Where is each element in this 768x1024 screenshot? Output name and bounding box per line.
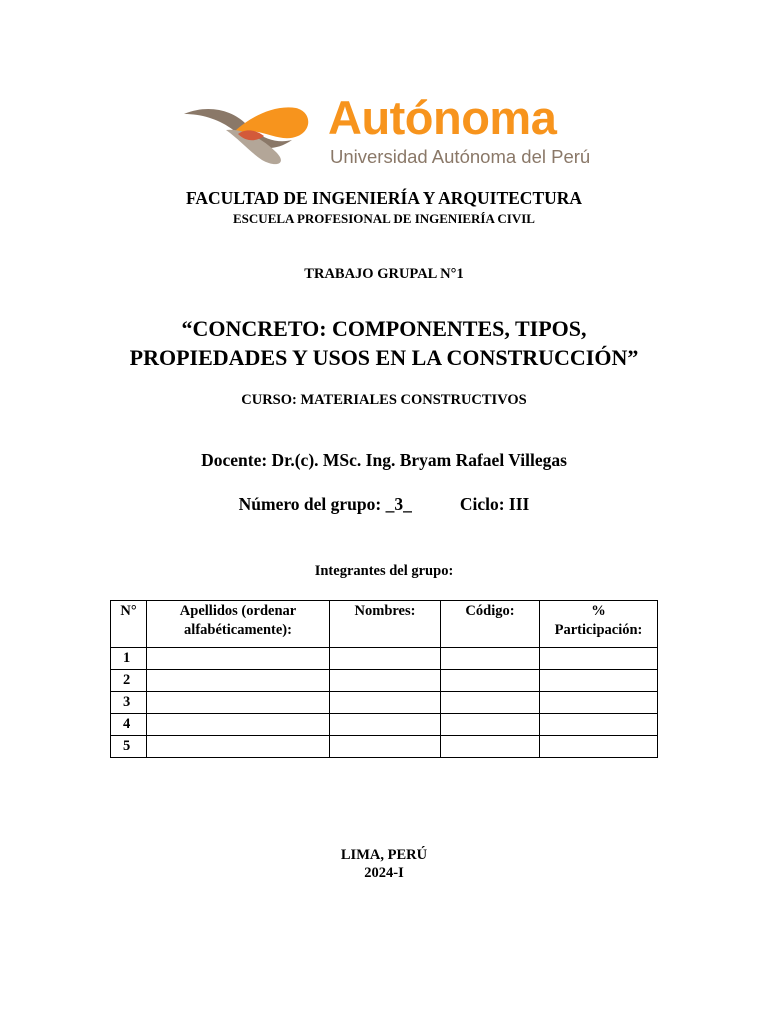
cell-names[interactable] — [330, 692, 441, 714]
members-table — [110, 600, 658, 758]
table-row — [111, 648, 658, 670]
university-logo — [180, 91, 610, 172]
header-num: N° — [111, 601, 147, 648]
cell-participation[interactable] — [540, 736, 658, 758]
period-label: 2024-I — [364, 865, 404, 881]
title-line-1: “CONCRETO: COMPONENTES, TIPOS, — [181, 316, 587, 341]
cell-surnames[interactable] — [147, 714, 330, 736]
table-row — [111, 670, 658, 692]
logo-name: Autónoma — [328, 91, 557, 144]
row-number: 5 — [111, 736, 147, 758]
cell-participation[interactable] — [540, 714, 658, 736]
cell-surnames[interactable] — [147, 736, 330, 758]
table-header-row — [111, 601, 658, 648]
table-row — [111, 714, 658, 736]
course-label: CURSO: MATERIALES CONSTRUCTIVOS — [241, 392, 527, 408]
row-number: 2 — [111, 670, 147, 692]
group-info — [0, 494, 768, 515]
faculty-heading: FACULTAD DE INGENIERÍA Y ARQUITECTURA — [185, 188, 583, 208]
cell-code[interactable] — [441, 648, 540, 670]
members-label: Integrantes del grupo: — [314, 563, 454, 579]
cell-surnames[interactable] — [147, 692, 330, 714]
logo-emblem-icon — [180, 100, 320, 170]
cell-surnames[interactable] — [147, 670, 330, 692]
cell-code[interactable] — [441, 714, 540, 736]
cell-names[interactable] — [330, 648, 441, 670]
header-participation: % Participación: — [540, 601, 658, 648]
cell-code[interactable] — [441, 670, 540, 692]
cell-participation[interactable] — [540, 692, 658, 714]
cell-surnames[interactable] — [147, 648, 330, 670]
header-surnames: Apellidos (ordenar alfabéticamente): — [147, 601, 330, 648]
teacher-label: Docente: Dr.(c). MSc. Ing. Bryam Rafael Villegas — [201, 450, 567, 470]
cell-code[interactable] — [441, 736, 540, 758]
cell-code[interactable] — [441, 692, 540, 714]
title-line-2: PROPIEDADES Y USOS EN LA CONSTRUCCIÓN” — [129, 345, 639, 370]
logo-subtitle: Universidad Autónoma del Perú — [330, 146, 591, 167]
row-number: 1 — [111, 648, 147, 670]
header-code: Código: — [441, 601, 540, 648]
cell-names[interactable] — [330, 670, 441, 692]
table-row — [111, 736, 658, 758]
cell-participation[interactable] — [540, 670, 658, 692]
group-number: Número del grupo: _3_ — [238, 494, 412, 514]
group-cycle: Ciclo: III — [459, 494, 530, 514]
header-names: Nombres: — [330, 601, 441, 648]
work-label: TRABAJO GRUPAL N°1 — [304, 266, 464, 282]
cell-names[interactable] — [330, 736, 441, 758]
city-label: LIMA, PERÚ — [340, 847, 428, 863]
cell-names[interactable] — [330, 714, 441, 736]
school-heading: ESCUELA PROFESIONAL DE INGENIERÍA CIVIL — [233, 211, 535, 226]
table-row — [111, 692, 658, 714]
row-number: 4 — [111, 714, 147, 736]
cell-participation[interactable] — [540, 648, 658, 670]
row-number: 3 — [111, 692, 147, 714]
